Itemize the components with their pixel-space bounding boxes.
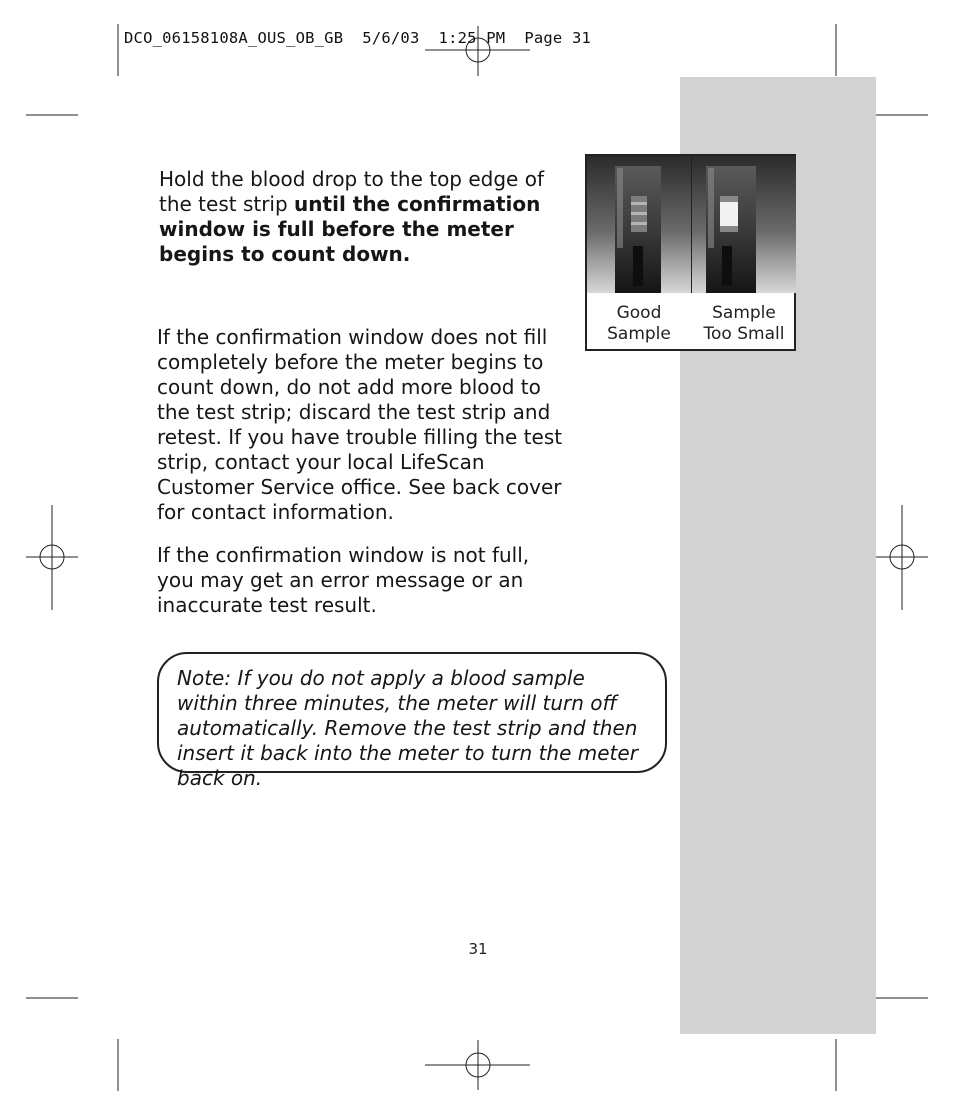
instruction-text: Hold the blood drop to the top edge of the test strip: [159, 167, 544, 216]
sample-too-small-strip-image: [692, 156, 796, 293]
registration-mark-bottom: [425, 1040, 530, 1090]
good-caption-line2: Sample: [607, 324, 671, 344]
good-sample-caption: [587, 303, 691, 345]
instruction-bold-text: until the confirmation window is full before the meter begins to count down.: [159, 192, 541, 266]
error-warning-paragraph: If the confirmation window is not full, you may get an error message or an inaccurate test result.: [157, 543, 530, 617]
registration-mark-right: [876, 505, 928, 610]
small-caption-line1: Sample: [712, 303, 776, 323]
good-caption-line1: Good: [616, 303, 662, 323]
note-box: Note: If you do not apply a blood sample within three minutes, the meter will turn off automatically. Remove the test strip and then insert it back into the meter to turn the meter back on.: [157, 652, 667, 773]
registration-mark-left: [26, 505, 78, 610]
print-slug-line: DCO_06158108A_OUS_OB_GB 5/6/03 1:25 PM Page 31: [124, 29, 592, 47]
confirmation-window-paragraph: If the confirmation window does not fill completely before the meter begins to count down, do not add more blood to the test strip; discard the test strip and retest. If you have trouble filling the test strip, contact your local LifeScan Customer Service office. See back cover for contact information.: [157, 325, 563, 524]
small-caption-line2: Too Small: [703, 324, 785, 344]
page-number: 31: [468, 940, 488, 958]
good-sample-strip-image: [587, 156, 691, 293]
sample-too-small-caption: [692, 303, 796, 345]
instruction-paragraph: [159, 167, 569, 267]
test-strip-figure: [585, 154, 796, 351]
